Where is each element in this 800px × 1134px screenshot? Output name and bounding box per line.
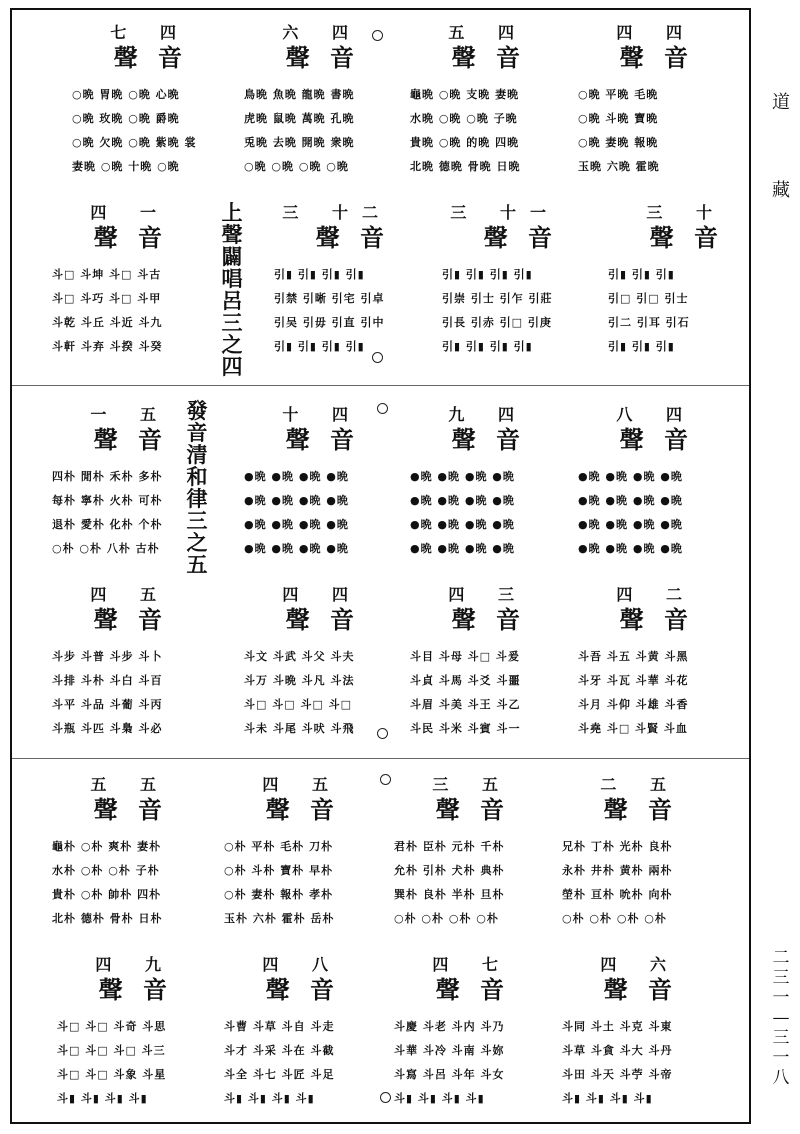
rhyme-table: [578, 402, 748, 567]
table-row: ○朴 ○朴 ○朴 ○朴: [394, 912, 499, 925]
table-row: ○晩 斗晩 寶晩: [578, 112, 659, 125]
table-number: 五 五: [90, 775, 170, 794]
table-row: ●晩 ●晩 ●晩 ●晩: [410, 470, 515, 483]
table-row: 斗全 斗七 斗匠 斗足: [224, 1068, 335, 1081]
table-row: 水晩 ○晩 ○晩 子晩: [410, 112, 518, 125]
table-number: 四 三: [448, 585, 528, 604]
table-row: 斗寫 斗呂 斗年 斗女: [394, 1068, 505, 1081]
table-row: 鳥晩 魚晩 龍晩 書晩: [244, 88, 355, 101]
page-frame: [10, 8, 751, 1124]
table-row: 斗才 斗采 斗在 斗截: [224, 1044, 335, 1057]
table-title: 聲 音: [603, 795, 678, 824]
table-row: 斗民 斗米 斗賓 斗一: [410, 722, 521, 735]
table-row: 退朴 愛朴 化朴 个朴: [52, 518, 163, 531]
table-number: 四 八: [262, 955, 342, 974]
table-row: 斗□ 斗□ 斗奇 斗思: [57, 1020, 167, 1033]
table-number: 六 四: [282, 23, 362, 42]
table-row: 斗慶 斗老 斗内 斗乃: [394, 1020, 505, 1033]
rhyme-table: [410, 582, 580, 747]
table-row: 虎晩 鼠晩 萬晩 孔晩: [244, 112, 355, 125]
table-row: 引▮ 引▮ 引▮ 引▮: [442, 340, 533, 353]
table-number: 七 四: [110, 23, 190, 42]
section-heading: 發音清和律三之五: [186, 398, 208, 577]
table-row: 斗月 斗仰 斗雄 斗香: [578, 698, 689, 711]
table-row: 引▮ 引▮ 引▮: [608, 268, 675, 281]
rhyme-table: [410, 20, 580, 185]
table-number: 四 七: [432, 955, 512, 974]
table-row: 斗▮ 斗▮ 斗▮ 斗▮: [57, 1092, 148, 1105]
table-row: 斗▮ 斗▮ 斗▮ 斗▮: [394, 1092, 485, 1105]
table-row: ○朴 ○朴 八朴 古朴: [52, 542, 160, 555]
rhyme-table: [578, 20, 748, 185]
table-row: 斗貞 斗馬 斗爻 斗噩: [410, 674, 521, 687]
table-row: 斗瓶 斗匹 斗梟 斗必: [52, 722, 163, 735]
table-number: 八 四: [616, 405, 696, 424]
table-row: 允朴 引朴 犬朴 典朴: [394, 864, 505, 877]
table-row: 斗▮ 斗▮ 斗▮ 斗▮: [224, 1092, 315, 1105]
table-row: 斗華 斗冷 斗南 斗妳: [394, 1044, 505, 1057]
page-number: 二三一—三一八: [772, 948, 790, 1088]
rhyme-table: [52, 582, 222, 747]
table-row: 斗吾 斗五 斗黄 斗黑: [578, 650, 689, 663]
table-title: 聲 音: [451, 43, 526, 72]
table-title: 聲 音: [113, 43, 188, 72]
rhyme-table: [244, 582, 414, 747]
table-row: 貴朴 ○朴 帥朴 四朴: [52, 888, 162, 901]
rhyme-table: [394, 952, 564, 1117]
table-title: 聲 音: [619, 43, 694, 72]
table-title: 聲 音: [619, 425, 694, 454]
section-divider: [12, 758, 749, 759]
table-number: 四 九: [95, 955, 175, 974]
table-row: 引崇 引士 引乍 引莊: [442, 292, 553, 305]
table-row: 斗堯 斗□ 斗賢 斗血: [578, 722, 688, 735]
table-title: 聲 音: [603, 975, 678, 1004]
table-number: 四 二: [616, 585, 696, 604]
table-number: 四 一: [90, 203, 170, 222]
table-row: ●晩 ●晩 ●晩 ●晩: [410, 518, 515, 531]
rhyme-table: [442, 200, 612, 365]
table-row: ●晩 ●晩 ●晩 ●晩: [578, 542, 683, 555]
table-title: 聲 音: [435, 795, 510, 824]
table-row: ○晩 平晩 毛晩: [578, 88, 659, 101]
table-row: 斗□ 斗巧 斗□ 斗甲: [52, 292, 162, 305]
rhyme-table: [410, 402, 580, 567]
table-row: 兎晩 去晩 開晩 衆晩: [244, 136, 355, 149]
rhyme-table: [608, 200, 778, 365]
table-row: 君朴 臣朴 元朴 千朴: [394, 840, 505, 853]
table-number: 四 六: [600, 955, 680, 974]
section-heading: 上聲闢唱呂三之四: [221, 200, 243, 379]
table-title: 聲 音: [483, 223, 558, 252]
table-title: 聲 音: [619, 605, 694, 634]
table-number: 四 五: [90, 585, 170, 604]
table-row: 斗眉 斗美 斗王 斗乙: [410, 698, 521, 711]
table-number: 四 五: [262, 775, 342, 794]
table-row: 斗□ 斗□ 斗□ 斗三: [57, 1044, 166, 1057]
table-row: 巽朴 良朴 半朴 旦朴: [394, 888, 505, 901]
table-title: 聲 音: [93, 425, 168, 454]
table-row: 斗乾 斗丘 斗近 斗九: [52, 316, 163, 329]
table-row: ●晩 ●晩 ●晩 ●晩: [578, 494, 683, 507]
table-row: 引▮ 引▮ 引▮ 引▮: [274, 340, 365, 353]
table-row: 兄朴 丁朴 光朴 良朴: [562, 840, 673, 853]
table-row: 斗草 斗貪 斗大 斗丹: [562, 1044, 673, 1057]
table-row: ○晩 妻晩 報晩: [578, 136, 659, 149]
table-row: 斗田 斗天 斗苧 斗帝: [562, 1068, 673, 1081]
table-row: 玉晩 六晩 霍晩: [578, 160, 660, 173]
table-row: 斗目 斗母 斗□ 斗爰: [410, 650, 520, 663]
table-row: 妻晩 ○晩 十晩 ○晩: [72, 160, 180, 173]
table-row: ●晩 ●晩 ●晩 ●晩: [244, 518, 349, 531]
table-row: 引□ 引□ 引士: [608, 292, 689, 305]
section-divider: [12, 385, 749, 386]
table-row: ●晩 ●晩 ●晩 ●晩: [244, 494, 349, 507]
table-row: 引▮ 引▮ 引▮ 引▮: [442, 268, 533, 281]
rhyme-table: [72, 20, 242, 185]
table-title: 聲 音: [435, 975, 510, 1004]
rhyme-table: [52, 200, 222, 365]
table-number: 四 四: [282, 585, 362, 604]
table-row: 北朴 德朴 骨朴 日朴: [52, 912, 163, 925]
table-row: ○朴 妻朴 報朴 孝朴: [224, 888, 334, 901]
table-number: 三 十: [646, 203, 726, 222]
table-row: 引禁 引晰 引宅 引卓: [274, 292, 385, 305]
table-row: 引▮ 引▮ 引▮: [608, 340, 675, 353]
table-row: 永朴 井朴 黄朴 兩朴: [562, 864, 673, 877]
table-title: 聲 音: [451, 425, 526, 454]
rhyme-table: [224, 952, 394, 1117]
table-row: ○晩 ○晩 ○晩 ○晩: [244, 160, 349, 173]
rhyme-table: [52, 402, 222, 567]
table-row: ○晩 胃晩 ○晩 心晩: [72, 88, 180, 101]
table-number: 四 四: [616, 23, 696, 42]
table-title: 聲 音: [315, 223, 390, 252]
table-row: 斗万 斗晩 斗凡 斗法: [244, 674, 355, 687]
rhyme-table: [578, 582, 748, 747]
table-number: 二 五: [600, 775, 680, 794]
table-row: 斗曹 斗草 斗自 斗走: [224, 1020, 335, 1033]
table-row: ●晩 ●晩 ●晩 ●晩: [244, 542, 349, 555]
table-row: 貴晩 ○晩 的晩 四晩: [410, 136, 520, 149]
table-row: 引長 引赤 引□ 引庚: [442, 316, 552, 329]
rhyme-table: [224, 772, 394, 937]
table-row: ●晩 ●晩 ●晩 ●晩: [578, 518, 683, 531]
table-row: 斗牙 斗瓦 斗華 斗花: [578, 674, 689, 687]
table-row: ○晩 玫晩 ○晩 爵晩: [72, 112, 180, 125]
margin-text: 道: [772, 92, 790, 113]
table-title: 聲 音: [285, 43, 360, 72]
table-row: 四朴 閒朴 禾朴 多朴: [52, 470, 163, 483]
table-row: 北晩 德晩 骨晩 日晩: [410, 160, 521, 173]
table-row: 塋朴 亘朴 吮朴 向朴: [562, 888, 673, 901]
table-row: ●晩 ●晩 ●晩 ●晩: [410, 542, 515, 555]
table-row: ○朴 ○朴 ○朴 ○朴: [562, 912, 667, 925]
table-number: 三 十二: [282, 203, 392, 222]
table-row: 玉朴 六朴 霍朴 岳朴: [224, 912, 335, 925]
rhyme-table: [52, 772, 222, 937]
table-row: 龜朴 ○朴 爽朴 妻朴: [52, 840, 162, 853]
table-title: 聲 音: [285, 605, 360, 634]
table-row: 引二 引耳 引石: [608, 316, 690, 329]
rhyme-table: [562, 772, 732, 937]
table-number: 三 十一: [450, 203, 560, 222]
table-row: ○朴 平朴 毛朴 刀朴: [224, 840, 334, 853]
table-row: 每朴 寧朴 火朴 可朴: [52, 494, 163, 507]
table-row: ●晩 ●晩 ●晩 ●晩: [244, 470, 349, 483]
margin-text: 藏: [772, 180, 790, 201]
rhyme-table: [244, 20, 414, 185]
table-title: 聲 音: [649, 223, 724, 252]
table-row: 斗文 斗武 斗父 斗夫: [244, 650, 355, 663]
rhyme-table: [274, 200, 444, 365]
table-row: 斗□ 斗坤 斗□ 斗古: [52, 268, 162, 281]
table-number: 五 四: [448, 23, 528, 42]
table-row: ●晩 ●晩 ●晩 ●晩: [578, 470, 683, 483]
table-row: 斗排 斗朴 斗白 斗百: [52, 674, 163, 687]
table-title: 聲 音: [265, 795, 340, 824]
rhyme-table: [394, 772, 564, 937]
table-number: 三 五: [432, 775, 512, 794]
table-row: 斗□ 斗□ 斗□ 斗□: [244, 698, 353, 711]
table-number: 九 四: [448, 405, 528, 424]
table-title: 聲 音: [93, 795, 168, 824]
rhyme-table: [244, 402, 414, 567]
table-row: 斗同 斗土 斗克 斗東: [562, 1020, 673, 1033]
table-title: 聲 音: [451, 605, 526, 634]
rhyme-table: [57, 952, 227, 1117]
table-row: 斗未 斗尾 斗吠 斗飛: [244, 722, 355, 735]
table-row: 龜晩 ○晩 支晩 妻晩: [410, 88, 520, 101]
table-row: 斗平 斗品 斗葡 斗丙: [52, 698, 163, 711]
table-row: 斗□ 斗□ 斗象 斗星: [57, 1068, 167, 1081]
table-row: ●晩 ●晩 ●晩 ●晩: [410, 494, 515, 507]
table-number: 一 五: [90, 405, 170, 424]
table-title: 聲 音: [93, 223, 168, 252]
table-row: 斗軒 斗弃 斗揆 斗癸: [52, 340, 163, 353]
rhyme-table: [562, 952, 732, 1117]
table-row: ○朴 斗朴 寶朴 早朴: [224, 864, 334, 877]
table-row: 水朴 ○朴 ○朴 子朴: [52, 864, 160, 877]
table-title: 聲 音: [265, 975, 340, 1004]
table-row: 引吴 引毋 引直 引中: [274, 316, 385, 329]
table-row: 斗▮ 斗▮ 斗▮ 斗▮: [562, 1092, 653, 1105]
table-title: 聲 音: [98, 975, 173, 1004]
table-row: 斗步 斗普 斗步 斗卜: [52, 650, 163, 663]
table-row: ○晩 欠晩 ○晩 紫晩 裳: [72, 136, 197, 149]
table-title: 聲 音: [285, 425, 360, 454]
table-row: 引▮ 引▮ 引▮ 引▮: [274, 268, 365, 281]
table-number: 十 四: [282, 405, 362, 424]
table-title: 聲 音: [93, 605, 168, 634]
